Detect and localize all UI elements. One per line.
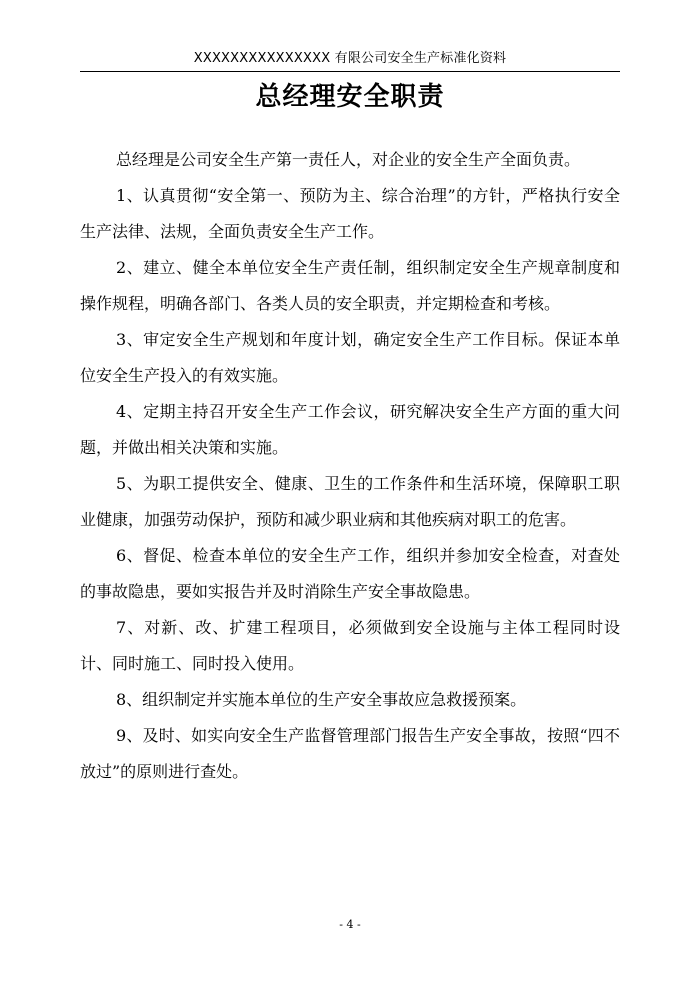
duty-item-7: 7、对新、改、扩建工程项目，必须做到安全设施与主体工程同时设计、同时施工、同时投入使用。 — [80, 618, 620, 673]
document-body — [80, 142, 620, 790]
duty-item-2: 2、建立、健全本单位安全生产责任制，组织制定安全生产规章制度和操作规程，明确各部门、各类人员的安全职责，并定期检查和考核。 — [80, 258, 620, 313]
page-number: - 4 - — [339, 918, 361, 931]
header-divider — [80, 71, 620, 72]
duty-item-5: 5、为职工提供安全、健康、卫生的工作条件和生活环境，保障职工职业健康，加强劳动保护，预防和减少职业病和其他疾病对职工的危害。 — [80, 474, 620, 529]
duty-item-9: 9、及时、如实向安全生产监督管理部门报告生产安全事故，按照“四不放过”的原则进行查处。 — [80, 726, 620, 781]
duty-item-4: 4、定期主持召开安全生产工作会议，研究解决安全生产方面的重大问题，并做出相关决策和实施。 — [80, 402, 620, 457]
page-title: 总经理安全职责 — [255, 82, 445, 112]
intro-paragraph: 总经理是公司安全生产第一责任人，对企业的安全生产全面负责。 — [116, 150, 581, 169]
duty-item-3: 3、审定安全生产规划和年度计划，确定安全生产工作目标。保证本单位安全生产投入的有效实施。 — [80, 330, 620, 385]
document-header: XXXXXXXXXXXXXXX 有限公司安全生产标准化资料 — [193, 51, 507, 66]
duty-item-6: 6、督促、检查本单位的安全生产工作，组织并参加安全检查，对查处的事故隐患，要如实报告并及时消除生产安全事故隐患。 — [80, 546, 620, 601]
duty-item-1: 1、认真贯彻“安全第一、预防为主、综合治理”的方针，严格执行安全生产法律、法规，全面负责安全生产工作。 — [80, 186, 620, 241]
duty-item-8: 8、组织制定并实施本单位的生产安全事故应急救援预案。 — [116, 690, 527, 709]
